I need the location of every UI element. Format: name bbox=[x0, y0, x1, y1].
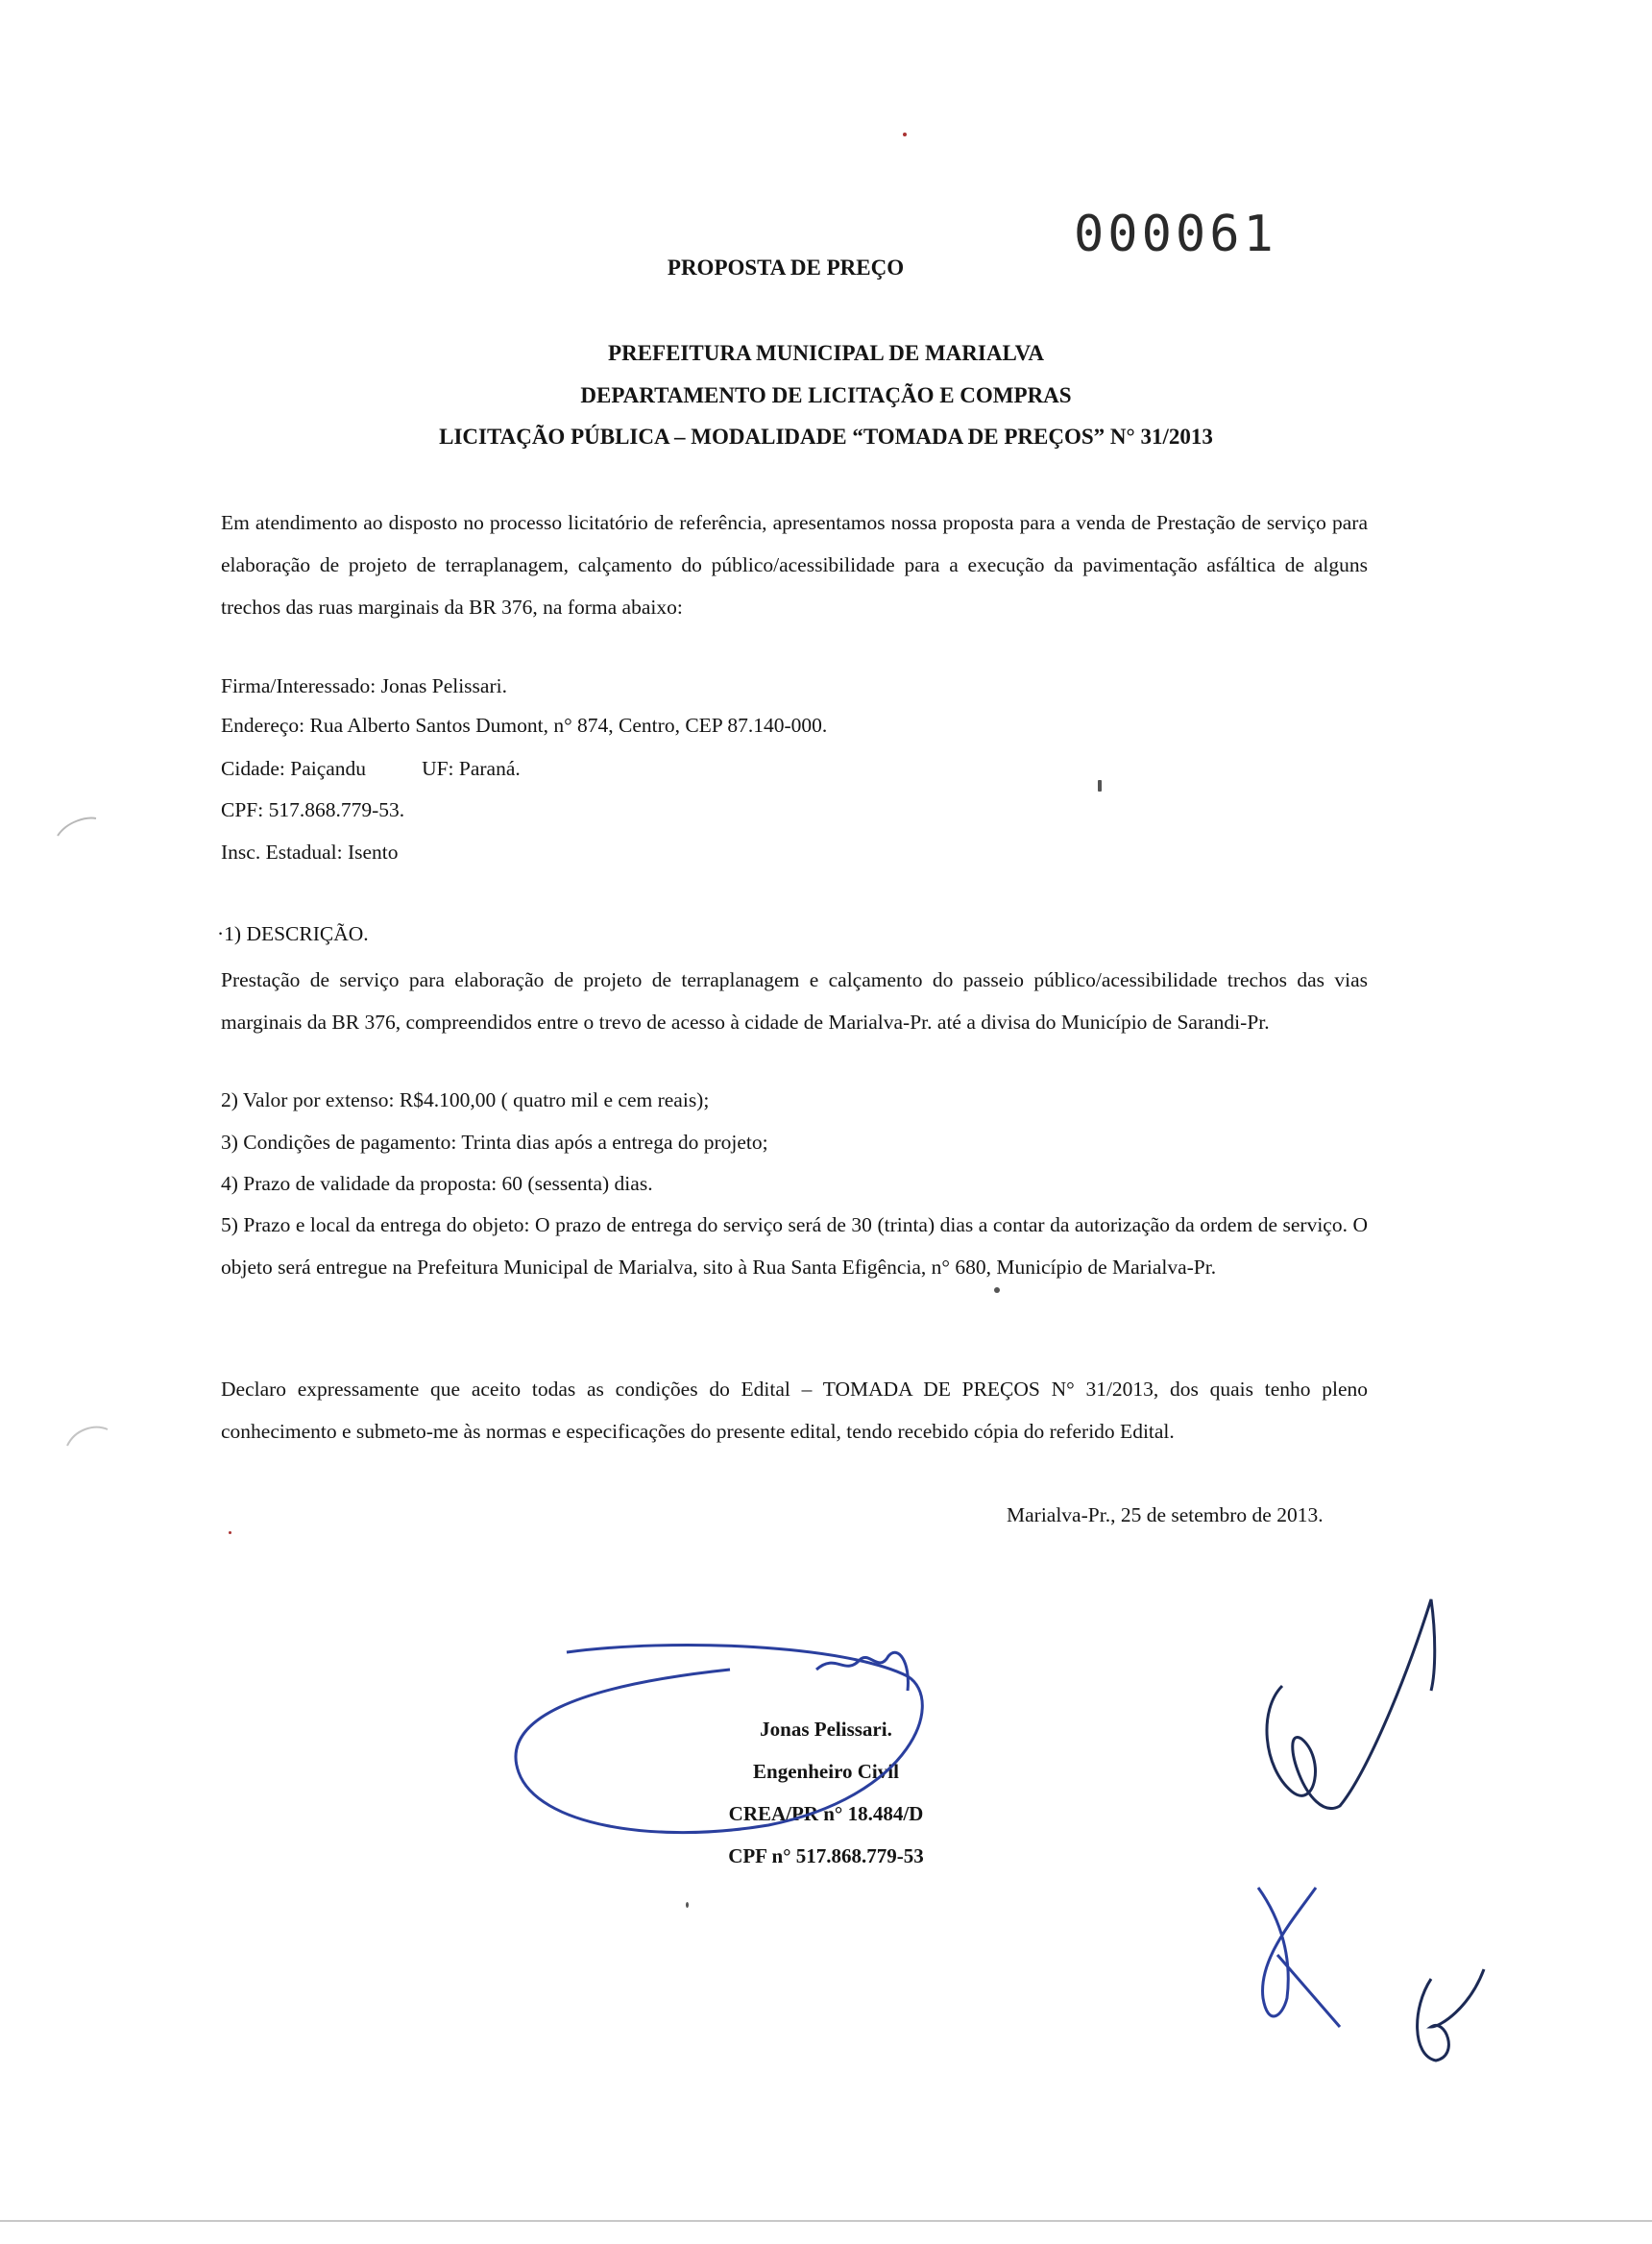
item-pagamento: 3) Condições de pagamento: Trinta dias após a entrega do projeto; bbox=[221, 1131, 768, 1154]
document-title: PROPOSTA DE PREÇO bbox=[667, 256, 905, 280]
scan-mark-left-1 bbox=[58, 818, 96, 836]
header-prefeitura: PREFEITURA MUNICIPAL DE MARIALVA bbox=[608, 341, 1044, 365]
signer-crea: CREA/PR n° 18.484/D bbox=[728, 1802, 924, 1825]
handwritten-initials-bottom bbox=[1418, 1969, 1484, 2061]
handwritten-signature-flourish bbox=[816, 1652, 908, 1691]
document-date: Marialva-Pr., 25 de setembro de 2013. bbox=[1007, 1503, 1324, 1526]
declaration-paragraph: Declaro expressamente que aceito todas as condições do Edital – TOMADA DE PREÇOS N° 31/2013, dos quais tenho pleno conhecimento e submeto-me às normas e especificações do presente edital, tendo recebido cópia do referido Edital. bbox=[221, 1378, 1368, 1443]
item-prazo-entrega: 5) Prazo e local da entrega do objeto: O prazo de entrega do serviço será de 30 (trinta) dias a contar da autorização da ordem de serviço. O objeto será entregue na Prefeitura Municipal de Marialva, sito à Rua Santa Efigência, n° 680, Município de Marialva-Pr. bbox=[221, 1213, 1368, 1279]
document-number-stamp: 000061 bbox=[1074, 206, 1277, 263]
signer-name: Jonas Pelissari. bbox=[760, 1718, 892, 1741]
signer-role: Engenheiro Civil bbox=[753, 1760, 899, 1783]
signature-block bbox=[672, 1708, 980, 1877]
scan-speck bbox=[903, 133, 907, 136]
item-valor: 2) Valor por extenso: R$4.100,00 ( quatro mil e cem reais); bbox=[221, 1088, 710, 1111]
company-firma: Firma/Interessado: Jonas Pelissari. bbox=[221, 674, 507, 697]
item-descricao-heading: ·1) DESCRIÇÃO. bbox=[217, 922, 369, 945]
intro-paragraph: Em atendimento ao disposto no processo licitatório de referência, apresentamos nossa proposta para a venda de Prestação de serviço para elaboração de projeto de terraplanagem, calçamento do público/acessibilidade para a execução da pavimentação asfáltica de alguns trechos das ruas marginais da BR 376, na forma abaixo: bbox=[221, 511, 1368, 619]
scan-speck bbox=[686, 1902, 689, 1908]
company-uf: UF: Paraná. bbox=[422, 757, 521, 780]
item-validade: 4) Prazo de validade da proposta: 60 (sessenta) dias. bbox=[221, 1172, 653, 1195]
scan-speck bbox=[994, 1287, 1000, 1293]
header-licitacao: LICITAÇÃO PÚBLICA – MODALIDADE “TOMADA DE PREÇOS” N° 31/2013 bbox=[439, 425, 1213, 449]
scan-mark-left-2 bbox=[67, 1427, 108, 1446]
company-cidade: Cidade: Paiçandu bbox=[221, 757, 367, 780]
signer-cpf: CPF n° 517.868.779-53 bbox=[728, 1844, 924, 1867]
handwritten-initials-top bbox=[1267, 1599, 1435, 1809]
company-endereco: Endereço: Rua Alberto Santos Dumont, n° 874, Centro, CEP 87.140-000. bbox=[221, 714, 828, 737]
scan-speck bbox=[229, 1531, 231, 1534]
item-descricao-body: Prestação de serviço para elaboração de projeto de terraplanagem e calçamento do passeio público/acessibilidade trechos das vias marginais da BR 376, compreendidos entre o trevo de acesso à cidade de Marialva-Pr. até a divisa do Município de Sarandi-Pr. bbox=[221, 968, 1368, 1034]
company-insc-estadual: Insc. Estadual: Isento bbox=[221, 841, 399, 864]
handwritten-initials-middle bbox=[1258, 1888, 1340, 2027]
header-departamento: DEPARTAMENTO DE LICITAÇÃO E COMPRAS bbox=[580, 383, 1072, 407]
company-cpf: CPF: 517.868.779-53. bbox=[221, 798, 405, 821]
company-cidade-row bbox=[221, 757, 521, 781]
scan-speck bbox=[1098, 780, 1102, 792]
